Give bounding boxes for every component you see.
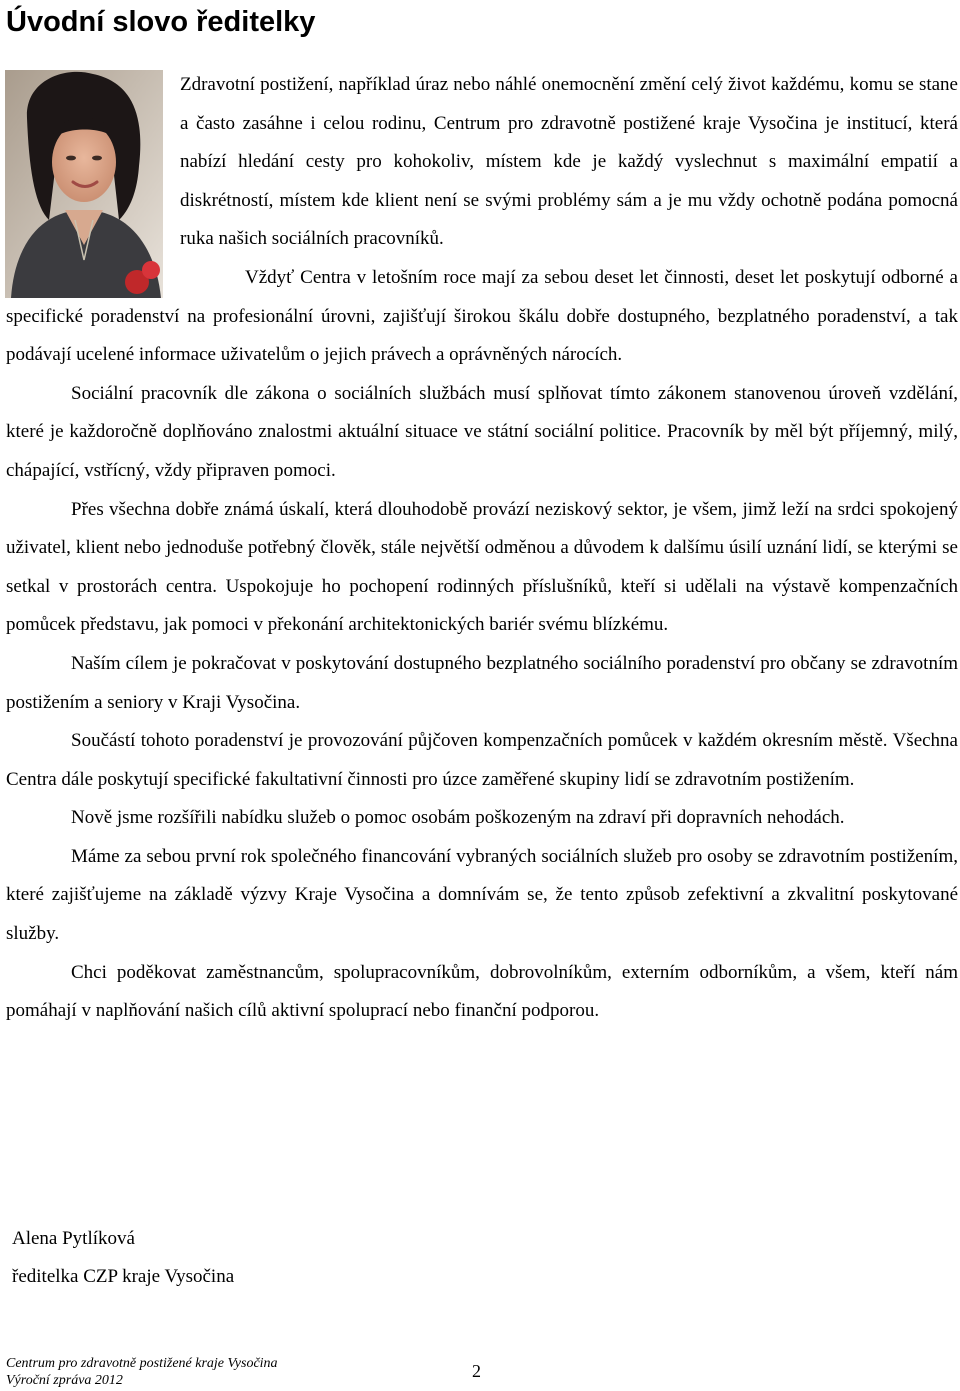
paragraph-1: Zdravotní postižení, například úraz nebo náhlé onemocnění změní celý život každému, komu se stane a často zasáhne i celou rodinu, Centrum pro zdravotně postižené kraje Vysočina je institucí, která nabízí hledání cesty pro kohokoliv, místem kde je každý vyslechnut s maximální empatií a diskrétností, místem kde klient není se svými problémy sám a je mu vždy ochotně podána pomocná ruka našich sociálních pracovníků. [180, 74, 958, 250]
paragraph-7: Nově jsme rozšířili nabídku služeb o pomoc osobám poškozeným na zdraví při dopravních nehodách. [71, 807, 845, 829]
letter-body [6, 66, 958, 1031]
signature-name: Alena Pytlíková [12, 1228, 135, 1249]
page-title: Úvodní slovo ředitelky [6, 6, 316, 38]
paragraph-6: Součástí tohoto poradenství je provozování půjčoven kompenzačních pomůcek v každém okresním městě. Všechna Centra dále poskytují specifické fakultativní činnosti pro úzce zaměřené skupiny lidí se zdravotním postižením. [6, 730, 958, 790]
paragraph-9: Chci poděkovat zaměstnancům, spolupracovníkům, dobrovolníkům, externím odborníkům, a všem, kteří nám pomáhají v naplňování našich cílů aktivní spoluprací nebo finanční podporou. [6, 961, 958, 1022]
paragraph-2: Vždyť Centra v letošním roce mají za sebou deset let činnosti, deset let poskytují odborné a specifické poradenství na profesionální úrovni, zajišťují širokou škálu dobře dostupného, bezplatného poradenství, a tak podávají ucelené informace uživatelům o jejich právech a oprávněných nárocích. [6, 266, 958, 366]
signature-role: ředitelka CZP kraje Vysočina [12, 1266, 235, 1287]
paragraph-5: Naším cílem je pokračovat v poskytování dostupného bezplatného sociálního poradenství pro občany se zdravotním postižením a seniory v Kraji Vysočina. [6, 652, 958, 713]
footer-organization: Centrum pro zdravotně postižené kraje Vysočina [6, 1356, 278, 1371]
paragraph-8: Máme za sebou první rok společného financování vybraných sociálních služeb pro osoby se zdravotním postižením, které zajišťujeme na základě výzvy Kraje Vysočina a domnívám se, že tento způsob zefektivní a zkvalitní poskytované služby. [6, 845, 958, 945]
paragraph-3: Sociální pracovník dle zákona o sociálních službách musí splňovat tímto zákonem stanovenou úroveň vzdělání, které je každoročně doplňováno znalostmi aktuální situace ve státní sociální politice. Pracovník by měl být příjemný, milý, chápající, vstřícný, vždy připraven pomoci. [6, 382, 958, 481]
footer-report-title: Výroční zpráva 2012 [6, 1373, 123, 1388]
signature-block [12, 1220, 234, 1296]
page-footer [6, 1355, 278, 1389]
page-number: 2 [472, 1361, 481, 1381]
paragraph-4: Přes všechna dobře známá úskalí, která dlouhodobě provází neziskový sektor, je všem, jimž leží na srdci spokojený uživatel, klient nebo jednoduše potřebný člověk, stále největší odměnou a důvodem k dalšímu úsilí uznání lidí, se kterými se setkal v prostorách centra. Uspokojuje ho pochopení rodinných příslušníků, kteří si udělali na výstavě kompenzačních pomůcek představu, jak pomoci v překonání architektonických bariér svému blízkému. [6, 498, 958, 636]
